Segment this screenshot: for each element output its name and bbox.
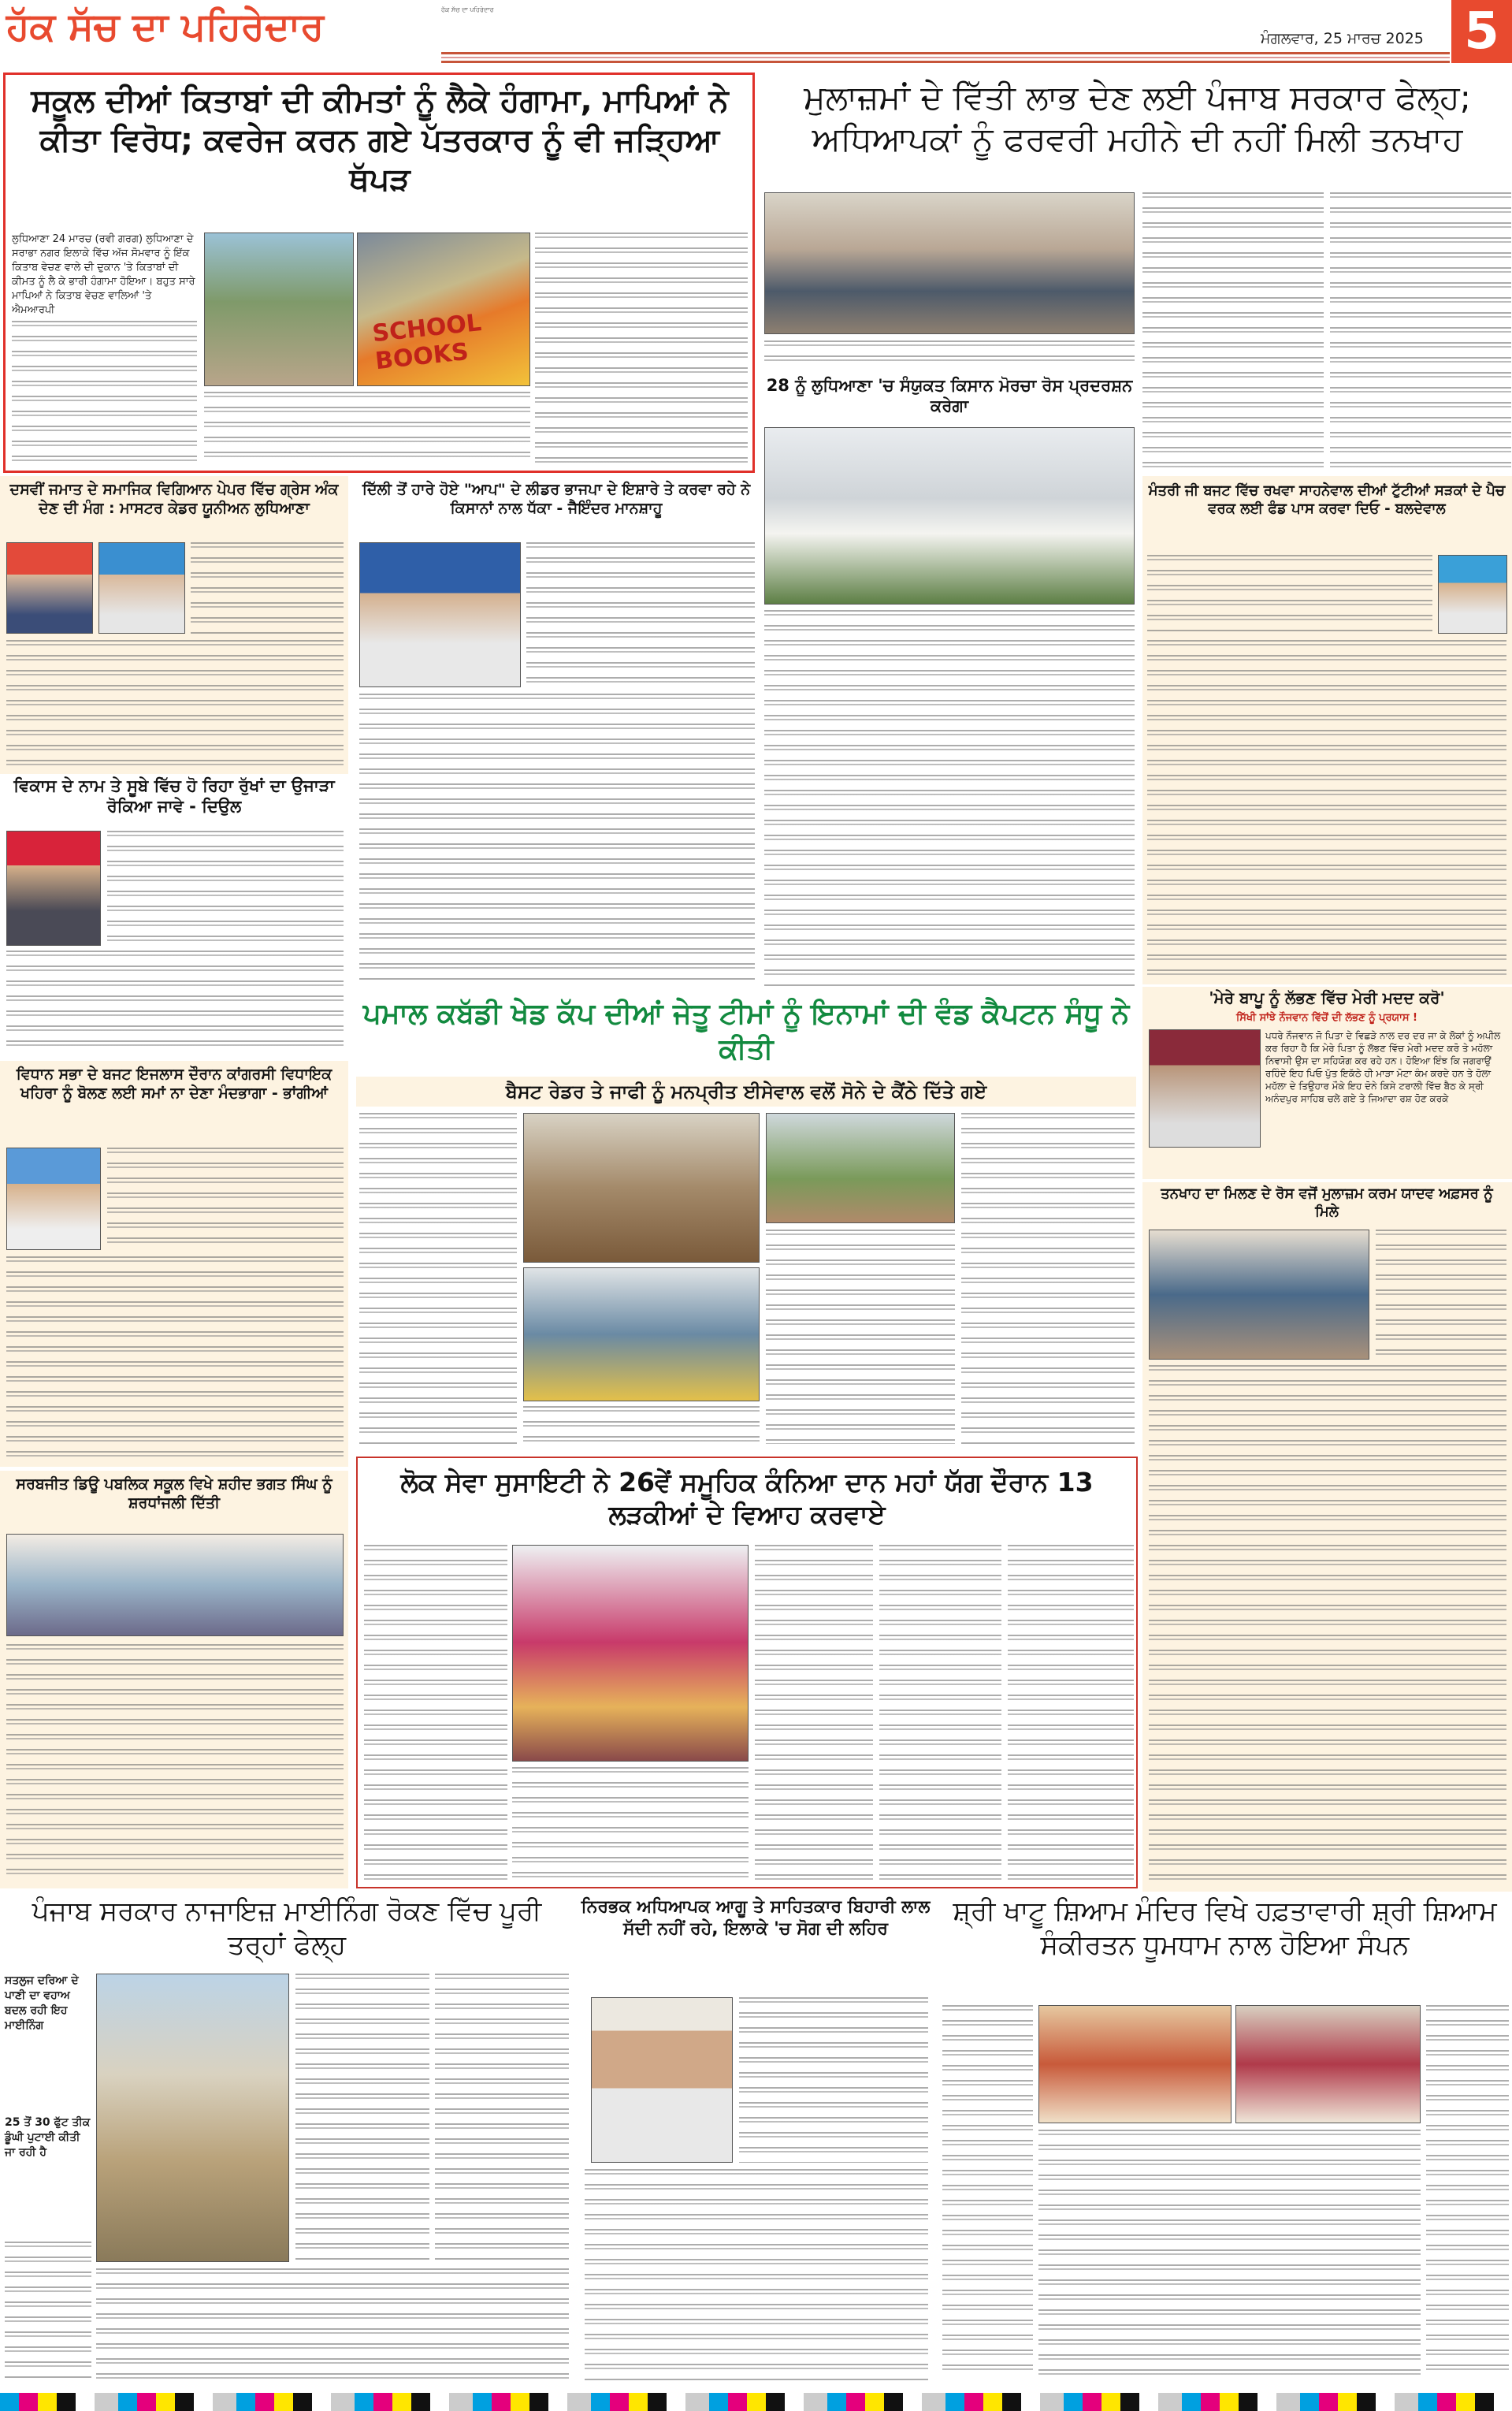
story-missing-father: [1142, 987, 1512, 1179]
article-body-text: [1147, 555, 1432, 634]
headline: 28 ਨੂੰ ਲੁਧਿਆਣਾ 'ਚ ਸੰਯੁਕਤ ਕਿਸਾਨ ਮੋਰਚਾ ਰੋਸ ਪ੍ਰਦਰਸ਼ਨ ਕਰੇਗਾ: [766, 376, 1133, 416]
story-salary-protest: [1142, 1182, 1512, 1892]
article-body-text: [364, 1545, 507, 1880]
date-label: ਮੰਗਲਵਾਰ, 25 ਮਾਰਚ 2025: [1261, 30, 1424, 47]
article-body-text: [204, 392, 530, 467]
headline: ਮੰਤਰੀ ਜੀ ਬਜਟ ਵਿੱਚ ਰਖਵਾ ਸਾਹਨੇਵਾਲ ਦੀਆਂ ਟੁੱਟੀਆਂ ਸੜਕਾਂ ਦੇ ਪੈਚ ਵਰਕ ਲਈ ਫੰਡ ਪਾਸ ਕਰਵਾ ਦਿਓ - ਬਲਦੇਵਾਲ: [1148, 482, 1506, 517]
article-body-text: [107, 1148, 344, 1250]
masthead-tagline: ਹੱਕ ਸੱਚ ਦਾ ਪਹਿਰੇਦਾਰ: [441, 6, 494, 13]
masthead: [0, 0, 1512, 68]
photo-kabaddi-prize: [523, 1267, 760, 1401]
article-body-text: [755, 1545, 873, 1880]
article-body-text: [96, 2268, 569, 2379]
headline: ਵਿਧਾਨ ਸਭਾ ਦੇ ਬਜਟ ਇਜਲਾਸ ਦੌਰਾਨ ਕਾਂਗਰਸੀ ਵਿਧਾਇਕ ਖਹਿਰਾ ਨੂੰ ਬੋਲਣ ਲਈ ਸਮਾਂ ਨਾ ਦੇਣਾ ਮੰਦਭਾਗਾ - ਭਾਂਗੀਆਂ: [16, 1066, 332, 1102]
article-body-text: [1149, 1365, 1506, 1882]
story-budget-roads: [1142, 476, 1512, 984]
article-body-text: [6, 640, 344, 770]
photo-teachers-group: [764, 192, 1135, 334]
headline: 'ਮੇਰੇ ਬਾਪੂ ਨੂੰ ਲੱਭਣ ਵਿੱਚ ਮੇਰੀ ਮਦਦ ਕਰੋ': [1209, 988, 1445, 1007]
article-body-text: [766, 1230, 955, 1444]
headline: ਸਰਬਜੀਤ ਡਿਊ ਪਬਲਿਕ ਸਕੂਲ ਵਿਖੇ ਸ਼ਹੀਦ ਭਗਤ ਸਿੰਘ ਨੂੰ ਸ਼ਰਧਾਂਜਲੀ ਦਿੱਤੀ: [16, 1475, 332, 1512]
article-body-text: [5, 2242, 91, 2379]
headline: ਵਿਕਾਸ ਦੇ ਨਾਮ ਤੇ ਸੂਬੇ ਵਿੱਚ ਹੋ ਰਿਹਾ ਰੁੱਖਾਂ ਦਾ ਉਜਾੜਾ ਰੋਕਿਆ ਜਾਵੇ - ਦਿਉਲ: [13, 776, 335, 817]
article-body-text: [107, 831, 344, 946]
photo-portrait: [6, 1148, 101, 1250]
print-color-bar: [0, 2393, 1512, 2411]
headline: ਲੋਕ ਸੇਵਾ ਸੁਸਾਇਟੀ ਨੇ 26ਵੇਂ ਸਮੂਹਿਕ ਕੰਨਿਆ ਦਾਨ ਮਹਾਂ ਯੱਗ ਦੌਰਾਨ 13 ਲੜਕੀਆਂ ਦੇ ਵਿਆਹ ਕਰਵਾਏ: [400, 1467, 1094, 1531]
highlight-bullet: 25 ਤੋਂ 30 ਫੁੱਟ ਤੀਕ ਡੂੰਘੀ ਪੁਟਾਈ ਕੀਤੀ ਜਾ ਰਹੀ ਹੈ: [5, 2116, 91, 2159]
photo-portrait: [98, 542, 185, 634]
headline: ਦਿੱਲੀ ਤੋਂ ਹਾਰੇ ਹੋਏ "ਆਪ" ਦੇ ਲੀਡਰ ਭਾਜਪਾ ਦੇ ਇਸ਼ਾਰੇ ਤੇ ਕਰਵਾ ਰਹੇ ਨੇ ਕਿਸਾਨਾਂ ਨਾਲ ਧੱਕਾ - ਜੈਇੰਦਰ ਮਾਨਸ਼ਾਹੂ: [362, 481, 751, 517]
article-body-text: [6, 1644, 344, 1881]
story-bihari-lal-obituary: [580, 1895, 931, 2390]
headline: ਸਕੂਲ ਦੀਆਂ ਕਿਤਾਬਾਂ ਦੀ ਕੀਮਤਾਂ ਨੂੰ ਲੈਕੇ ਹੰਗਾਮਾ, ਮਾਪਿਆਂ ਨੇ ਕੀਤਾ ਵਿਰੋਧ; ਕਵਰੇਜ ਕਰਨ ਗਏ ਪੱਤਰਕਾਰ ਨੂੰ ਵੀ ਜੜ੍ਹਿਆ ਥੱਪੜ: [31, 83, 729, 198]
headline: ਮੁਲਾਜ਼ਮਾਂ ਦੇ ਵਿੱਤੀ ਲਾਭ ਦੇਣ ਲਈ ਪੰਜਾਬ ਸਰਕਾਰ ਫੇਲ੍ਹ; ਅਧਿਆਪਕਾਂ ਨੂੰ ਫਰਵਰੀ ਮਹੀਨੇ ਦੀ ਨਹੀਂ ਮਿਲੀ ਤਨਖਾਹ: [804, 78, 1471, 158]
masthead-logo: ਹੱਕ ਸੱਚ ਦਾ ਪਹਿਰੇਦਾਰ: [6, 5, 325, 49]
article-body-text: [1426, 2005, 1509, 2379]
article-body-text: [1008, 1545, 1134, 1880]
article-body-text: [359, 1113, 517, 1444]
article-lead: ਪਧਰੇ ਨੌਜਵਾਨ ਜੋ ਪਿਤਾ ਦੇ ਵਿਛੜੇ ਨਾਲ ਦਰ ਦਰ ਜਾ ਕੇ ਲੋਕਾਂ ਨੂੰ ਅਪੀਲ ਕਰ ਰਿਹਾ ਹੈ ਕਿ ਮੇਰੇ ਪਿਤਾ ਨੂੰ ਲੱਭਣ ਵਿੱਚ ਮੇਰੀ ਮਦਦ ਕਰੋ ਤੇ ਮਹੱਲਾ ਨਿਵਾਸੀ ਉਸ ਦਾ ਸਹਿਯੋਗ ਕਰ ਰਹੇ ਹਨ। ਹੋਇਆ ਇੰਝ ਕਿ ਜਗਰਾਉਂ ਰਹਿੰਦੇ ਇਹ ਪਿਓ ਪੁੱਤ ਇਕੱਠੇ ਹੀ ਮਾੜਾ ਮੋਟਾ ਕੰਮ ਕਰਦੇ ਹਨ ਤੇ ਹੋਲਾ ਮਹੱਲਾ ਦੇ ਤਿਉਹਾਰ ਮੌਕੇ ਇਹ ਦੋਨੇ ਕਿਸੇ ਟਰਾਲੀ ਵਿੱਚ ਬੈਠ ਕੇ ਸ੍ਰੀ ਅਨੰਦਪੁਰ ਸਾਹਿਬ ਚਲੇ ਗਏ ਤੇ ਜਿਆਦਾ ਰਸ਼ ਹੋਣ ਕਰਕੇ: [1265, 1030, 1501, 1104]
photo-kabaddi-match: [766, 1113, 955, 1223]
subheadline: ਬੈਸਟ ਰੇਡਰ ਤੇ ਜਾਫੀ ਨੂੰ ਮਨਪ੍ਰੀਤ ਈਸੇਵਾਲ ਵਲੋਂ ਸੋਨੇ ਦੇ ਕੈਂਠੇ ਦਿੱਤੇ ਗਏ: [356, 1077, 1136, 1107]
story-bhagat-singh-tribute: [0, 1471, 348, 1888]
photo-sign-text: SCHOOL BOOKS: [370, 309, 483, 376]
headline: ਪੰਜਾਬ ਸਰਕਾਰ ਨਾਜਾਇਜ਼ ਮਾਈਨਿੰਗ ਰੋਕਣ ਵਿੱਚ ਪੂਰੀ ਤਰ੍ਹਾਂ ਫੇਲ੍ਹ: [32, 1896, 542, 1961]
photo-missing-father: [1149, 1029, 1261, 1148]
story-school-books: [3, 73, 755, 473]
article-body-text: [1330, 192, 1511, 468]
article-body-text: [1376, 1230, 1506, 1360]
story-trees: [0, 776, 348, 1059]
article-body-text: [739, 1997, 928, 2163]
article-body-text: [764, 610, 1135, 988]
article-body-text: [6, 1256, 344, 1461]
article-body-text: [295, 1974, 429, 2262]
photo-leader: [359, 542, 521, 687]
article-body-text: [961, 1113, 1135, 1444]
article-body-text: [1147, 640, 1506, 979]
subheadline: ਸਿੱਖੀ ਸਾਂਝੇ ਨੌਜਵਾਨ ਵਿੱਚੋਂ ਦੀ ਲੱਭਣ ਨੂੰ ਪ੍ਰਯਾਸ !: [1236, 1012, 1417, 1024]
article-body-text: [191, 542, 344, 634]
article-body-text: [764, 340, 1135, 369]
article-body-text: [435, 1974, 569, 2262]
photo-bihari-lal: [591, 1997, 733, 2163]
article-body-text: [6, 951, 344, 1055]
article-body-text: [359, 694, 755, 981]
photo-mass-wedding: [512, 1545, 749, 1762]
rule-lines: [441, 52, 1450, 63]
article-lead: ਲੁਧਿਆਣਾ 24 ਮਾਰਚ (ਰਵੀ ਗਰਗ) ਲੁਧਿਆਣਾ ਦੇ ਸਰਾਭਾ ਨਗਰ ਇਲਾਕੇ ਵਿੱਚ ਅੱਜ ਸੋਮਵਾਰ ਨੂੰ ਇੱਕ ਕਿਤਾਬ ਵੇਚਣ ਵਾਲੇ ਦੀ ਦੁਕਾਨ 'ਤੇ ਕਿਤਾਬਾਂ ਦੀ ਕੀਮਤ ਨੂੰ ਲੈ ਕੇ ਭਾਰੀ ਹੰਗਾਮਾ ਹੋਇਆ। ਬਹੁਤ ਸਾਰੇ ਮਾਪਿਆਂ ਨੇ ਕਿਤਾਬ ਵੇਚਣ ਵਾਲਿਆਂ 'ਤੇ ਐਮਆਰਪੀ: [12, 233, 195, 316]
photo-school-books-shop: [357, 233, 530, 386]
article-body-text: [523, 1406, 760, 1444]
photo-portrait: [6, 831, 101, 946]
headline: ਤਨਖਾਹ ਦਾ ਮਿਲਣ ਦੇ ਰੋਸ ਵਜੋਂ ਮੁਲਾਜ਼ਮ ਕਰਮ ਯਾਦਵ ਅਫ਼ਸਰ ਨੂੰ ਮਿਲੇ: [1161, 1185, 1493, 1220]
photo-kisan-group: [764, 427, 1135, 605]
story-kisan-morcha: [763, 375, 1136, 996]
story-illegal-mining: [0, 1895, 574, 2390]
headline: ਦਸਵੀਂ ਜਮਾਤ ਦੇ ਸਮਾਜਿਕ ਵਿਗਿਆਨ ਪੇਪਰ ਵਿੱਚ ਗ੍ਰੇਸ ਅੰਕ ਦੇਣ ਦੀ ਮੰਗ : ਮਾਸਟਰ ਕੇਡਰ ਯੂਨੀਅਨ ਲੁਧਿਆਣਾ: [9, 481, 339, 517]
headline: ਨਿਰਭਕ ਅਧਿਆਪਕ ਆਗੂ ਤੇ ਸਾਹਿਤਕਾਰ ਬਿਹਾਰੀ ਲਾਲ ਸੱਦੀ ਨਹੀਂ ਰਹੇ, ਇਲਾਕੇ 'ਚ ਸੋਗ ਦੀ ਲਹਿਰ: [581, 1897, 931, 1939]
article-body-text: [879, 1545, 1001, 1880]
story-aap-leaders: [356, 476, 756, 988]
photo-school-event: [6, 1534, 344, 1636]
photo-mining-site: [96, 1974, 289, 2262]
article-body-text: [585, 2169, 928, 2380]
page-number-badge: 5: [1451, 0, 1512, 63]
story-employees-salary: [763, 73, 1512, 372]
story-khatu-shyam: [938, 1895, 1512, 2390]
photo-temple-kirtan: [1038, 2005, 1232, 2123]
article-body-text: [12, 321, 197, 467]
photo-employees: [1149, 1230, 1369, 1360]
story-kabaddi: [356, 995, 1136, 1452]
headline: ਸ਼੍ਰੀ ਖਾਟੂ ਸ਼ਿਆਮ ਮੰਦਿਰ ਵਿਖੇ ਹਫ਼ਤਾਵਾਰੀ ਸ਼੍ਰੀ ਸ਼ਿਆਮ ਸੰਕੀਰਤਨ ਧੂਮਧਾਮ ਨਾਲ ਹੋਇਆ ਸੰਪਨ: [953, 1896, 1497, 1961]
article-body-text: [1142, 192, 1324, 468]
photo-temple-devotees: [1235, 2005, 1421, 2123]
photo-portrait: [1438, 555, 1507, 634]
story-lok-sewa: [356, 1457, 1138, 1888]
photo-protest: [204, 233, 354, 386]
photo-kabaddi-players: [523, 1113, 760, 1263]
story-class10-grace-marks: [0, 476, 348, 774]
article-body-text: [942, 2005, 1033, 2379]
article-body-text: [535, 233, 748, 467]
article-body-text: [1038, 2130, 1421, 2379]
photo-portrait: [6, 542, 93, 634]
article-body-text: [526, 542, 755, 687]
article-body-text: [512, 1767, 749, 1880]
highlight-bullet: ਸਤਲੁਜ ਦਰਿਆ ਦੇ ਪਾਣੀ ਦਾ ਵਹਾਅ ਬਦਲ ਰਹੀ ਇਹ ਮਾਈਨਿੰਗ: [5, 1974, 79, 2032]
headline: ਪਮਾਲ ਕਬੱਡੀ ਖੇਡ ਕੱਪ ਦੀਆਂ ਜੇਤੂ ਟੀਮਾਂ ਨੂੰ ਇਨਾਮਾਂ ਦੀ ਵੰਡ ਕੈਪਟਨ ਸੰਧੂ ਨੇ ਕੀਤੀ: [362, 998, 1130, 1066]
story-khaira: [0, 1061, 348, 1467]
